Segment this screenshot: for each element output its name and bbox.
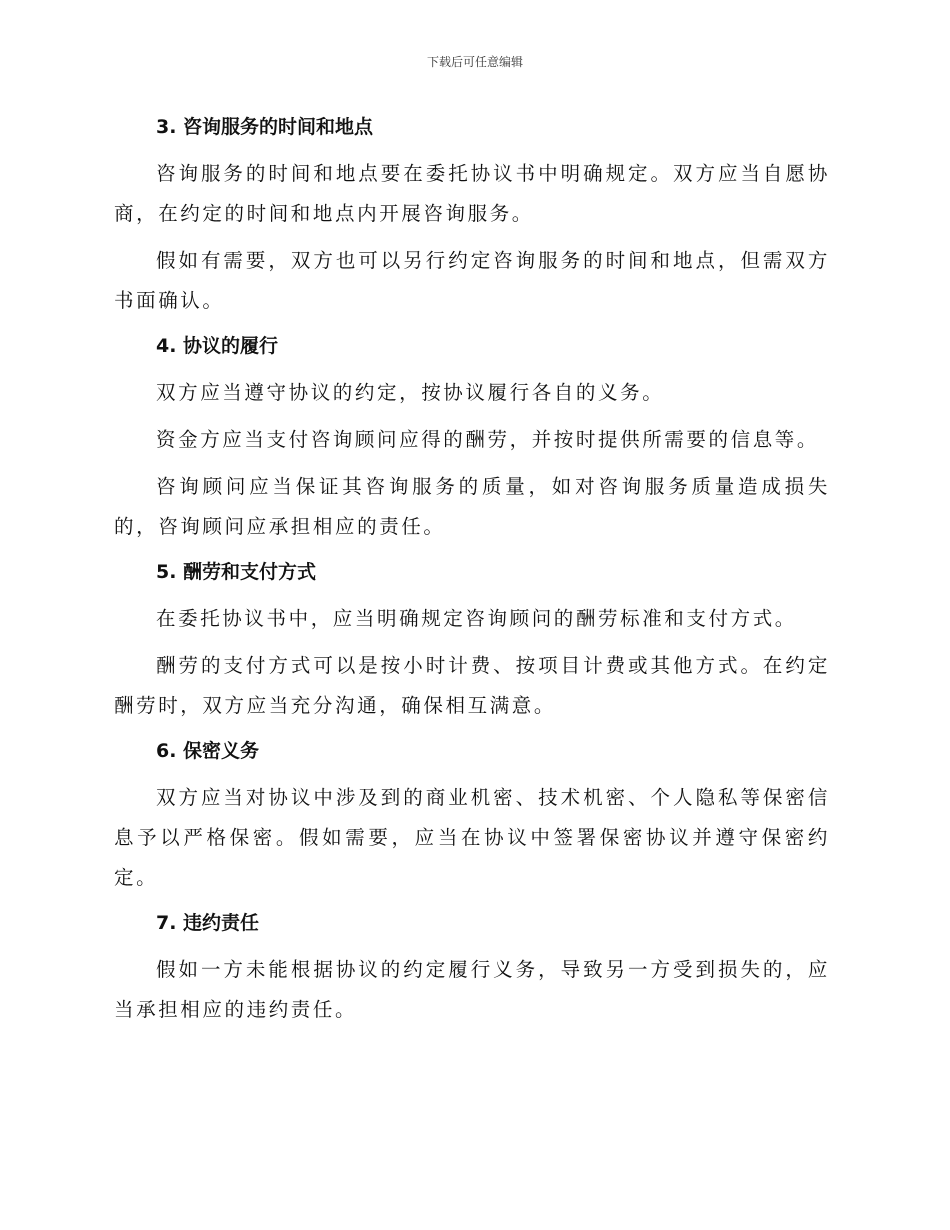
page-header-note: 下载后可任意编辑	[426, 55, 523, 69]
section-heading: 7. 违约责任	[156, 912, 260, 934]
section-heading: 5. 酬劳和支付方式	[156, 561, 317, 583]
paragraph: 假如有需要，双方也可以另行约定咨询服务的时间和地点，但需双方书面确认。	[114, 249, 830, 312]
section-time-and-place	[114, 110, 830, 321]
paragraph: 双方应当对协议中涉及到的商业机密、技术机密、个人隐私等保密信息予以严格保密。假如需要，应当在协议中签署保密协议并遵守保密约定。	[114, 786, 830, 889]
section-performance	[114, 329, 830, 547]
paragraph: 咨询顾问应当保证其咨询服务的质量，如对咨询服务质量造成损失的，咨询顾问应承担相应的责任。	[114, 475, 830, 538]
section-heading: 3. 咨询服务的时间和地点	[156, 116, 374, 138]
paragraph: 资金方应当支付咨询顾问应得的酬劳，并按时提供所需要的信息等。	[156, 428, 820, 451]
paragraph: 双方应当遵守协议的约定，按协议履行各自的义务。	[156, 381, 665, 404]
section-heading: 6. 保密义务	[156, 740, 260, 762]
document-body	[114, 110, 830, 1038]
section-breach-liability	[114, 906, 830, 1030]
paragraph: 咨询服务的时间和地点要在委托协议书中明确规定。双方应当自愿协商，在约定的时间和地点内开展咨询服务。	[114, 162, 830, 225]
section-remuneration	[114, 555, 830, 726]
paragraph: 假如一方未能根据协议的约定履行义务，导致另一方受到损失的，应当承担相应的违约责任。	[114, 958, 830, 1021]
paragraph: 在委托协议书中，应当明确规定咨询顾问的酬劳标准和支付方式。	[156, 607, 797, 630]
paragraph: 酬劳的支付方式可以是按小时计费、按项目计费或其他方式。在约定酬劳时，双方应当充分沟通，确保相互满意。	[114, 654, 830, 717]
section-confidentiality	[114, 734, 830, 898]
section-heading: 4. 协议的履行	[156, 335, 279, 357]
